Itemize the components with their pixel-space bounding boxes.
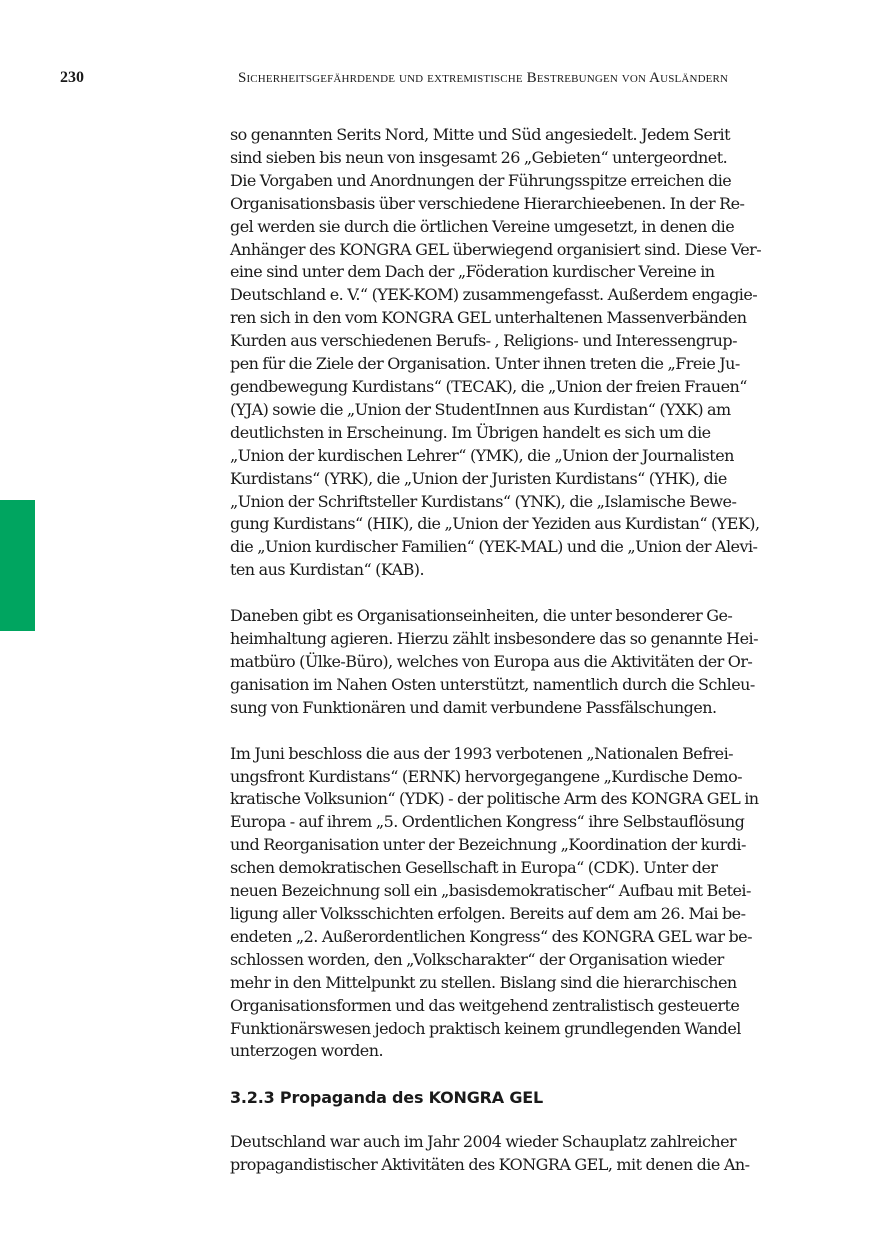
text-line: eine sind unter dem Dach der „Föderation kurdischer Vereine in — [230, 262, 715, 282]
text-line: „Union der kurdischen Lehrer“ (YMK), die „Union der Journalisten — [230, 445, 734, 465]
text-line: gendbewegung Kurdistans“ (TECAK), die „Union der freien Frauen“ — [230, 376, 747, 396]
text-line: pen für die Ziele der Organisation. Unter ihnen treten die „Freie Ju- — [230, 354, 740, 374]
text-line: Kurden aus verschiedenen Berufs- , Religions- und Interessengrup- — [230, 331, 737, 351]
text-line: Funktionärswesen jedoch praktisch keinem grundlegenden Wandel — [230, 1018, 741, 1038]
running-header: Sicherheitsgefährdende und extremistische Bestrebungen von Ausländern — [238, 70, 729, 86]
text-line: Europa - auf ihrem „5. Ordentlichen Kongress“ ihre Selbstauflösung — [230, 812, 745, 832]
text-line: endeten „2. Außerordentlichen Kongress“ des KONGRA GEL war be- — [230, 926, 752, 946]
text-line: deutlichsten in Erscheinung. Im Übrigen handelt es sich um die — [230, 422, 711, 442]
paragraph — [230, 605, 785, 720]
text-line: Im Juni beschloss die aus der 1993 verbotenen „Nationalen Befrei- — [230, 743, 734, 763]
text-line: ten aus Kurdistan“ (KAB). — [230, 560, 425, 580]
text-line: neuen Bezeichnung soll ein „basisdemokratischer“ Aufbau mit Betei- — [230, 881, 751, 901]
text-line: Daneben gibt es Organisationseinheiten, die unter besonderer Ge- — [230, 606, 733, 626]
text-line: ungsfront Kurdistans“ (ERNK) hervorgegangene „Kurdische Demo- — [230, 766, 743, 786]
paragraph — [230, 743, 785, 1064]
text-line: Deutschland e. V.“ (YEK-KOM) zusammengefasst. Außerdem engagie- — [230, 285, 758, 305]
text-line: unterzogen worden. — [230, 1041, 383, 1061]
text-line: und Reorganisation unter der Bezeichnung „Koordination der kurdi- — [230, 835, 746, 855]
chapter-side-tab — [0, 500, 35, 631]
text-line: ganisation im Nahen Osten unterstützt, namentlich durch die Schleu- — [230, 674, 755, 694]
paragraph — [230, 124, 785, 582]
text-line: ligung aller Volksschichten erfolgen. Bereits auf dem am 26. Mai be- — [230, 904, 746, 923]
paragraph — [230, 1131, 785, 1177]
text-line: sind sieben bis neun von insgesamt 26 „Gebieten“ untergeordnet. — [230, 147, 728, 167]
text-line: Organisationsbasis über verschiedene Hierarchieebenen. In der Re- — [230, 193, 745, 213]
text-line: heimhaltung agieren. Hierzu zählt insbesondere das so genannte Hei- — [230, 629, 758, 649]
text-line: Kurdistans“ (YRK), die „Union der Juristen Kurdistans“ (YHK), die — [230, 468, 727, 488]
section-heading: 3.2.3 Propaganda des KONGRA GEL — [230, 1088, 543, 1108]
text-line: kratische Volksunion“ (YDK) - der politische Arm des KONGRA GEL in — [230, 789, 759, 809]
text-line: so genannten Serits Nord, Mitte und Süd angesiedelt. Jedem Serit — [230, 125, 731, 144]
text-line: ren sich in den vom KONGRA GEL unterhaltenen Massenverbänden — [230, 308, 747, 328]
page-number: 230 — [60, 69, 84, 86]
text-line: propagandistischer Aktivitäten des KONGRA GEL, mit denen die An- — [230, 1155, 750, 1175]
text-line: Die Vorgaben und Anordnungen der Führungsspitze erreichen die — [230, 170, 732, 190]
text-line: gung Kurdistans“ (HIK), die „Union der Yeziden aus Kurdistan“ (YEK), — [230, 514, 760, 534]
text-line: „Union der Schriftsteller Kurdistans“ (YNK), die „Islamische Bewe- — [230, 491, 737, 511]
text-line: Deutschland war auch im Jahr 2004 wieder Schauplatz zahlreicher — [230, 1132, 737, 1152]
text-line: matbüro (Ülke-Büro), welches von Europa aus die Aktivitäten der Or- — [230, 651, 753, 671]
text-line: schlossen worden, den „Volkscharakter“ der Organisation wieder — [230, 949, 724, 969]
text-line: die „Union kurdischer Familien“ (YEK-MAL) und die „Union der Alevi- — [230, 537, 758, 557]
text-line: gel werden sie durch die örtlichen Vereine umgesetzt, in denen die — [230, 216, 735, 236]
text-line: Anhänger des KONGRA GEL überwiegend organisiert sind. Diese Ver- — [230, 239, 762, 259]
text-line: schen demokratischen Gesellschaft in Europa“ (CDK). Unter der — [230, 858, 718, 878]
text-line: Organisationsformen und das weitgehend zentralistisch gesteuerte — [230, 995, 740, 1015]
text-line: (YJA) sowie die „Union der StudentInnen aus Kurdistan“ (YXK) am — [230, 399, 731, 419]
text-line: sung von Funktionären und damit verbundene Passfälschungen. — [230, 697, 717, 717]
text-line: mehr in den Mittelpunkt zu stellen. Bislang sind die hierarchischen — [230, 972, 737, 992]
main-content — [230, 124, 785, 1200]
